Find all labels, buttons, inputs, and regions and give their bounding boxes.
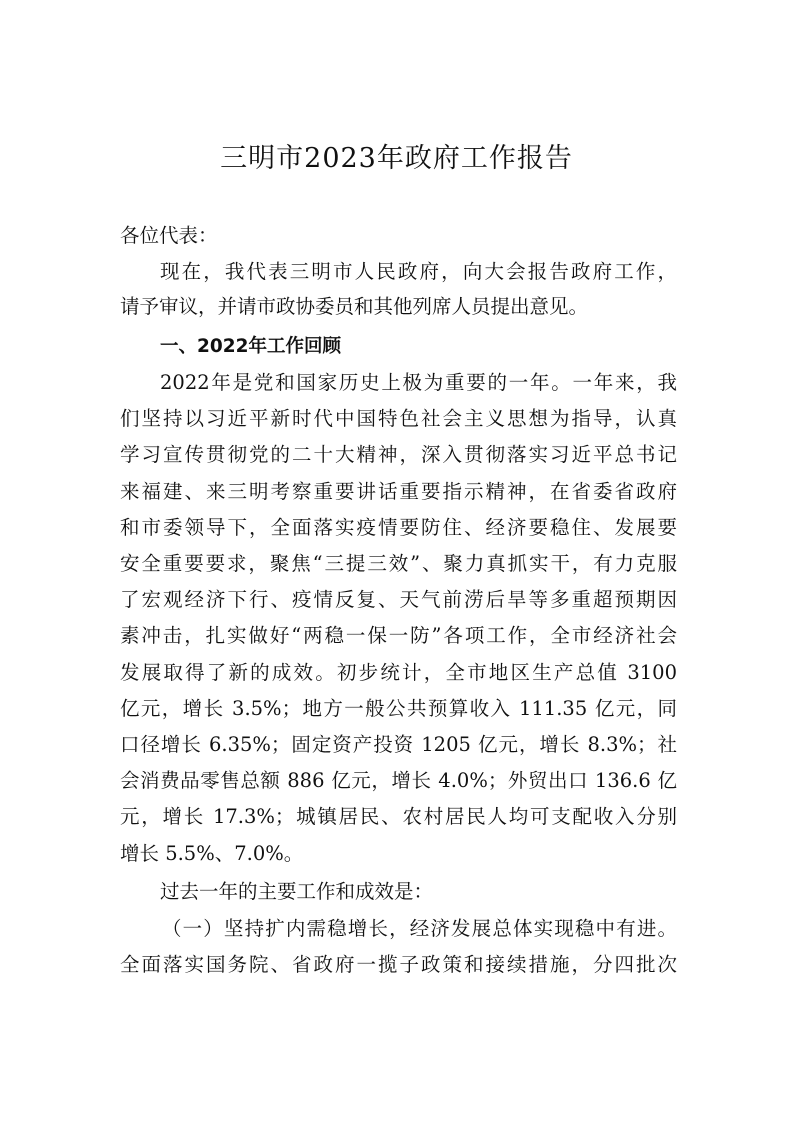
paragraph-line: 了宏观经济下行、疫情反复、天气前涝后旱等多重超预期因 [120,588,677,612]
paragraph-line: 2022年是党和国家历史上极为重要的一年。一年来，我 [160,371,677,394]
paragraph-line: 增长 5.5%、7.0%。 [120,841,304,865]
paragraph-line: 发展取得了新的成效。初步统计，全市地区生产总值 3100 [120,660,677,684]
page-title: 三明市2023年政府工作报告 [220,143,573,174]
intro-line: 请予审议，并请市政协委员和其他列席人员提出意见。 [120,295,589,318]
paragraph-line: 素冲击，扎实做好“两稳一保一防”各项工作，全市经济社会 [120,624,677,648]
paragraph-line: 们坚持以习近平新时代中国特色社会主义思想为指导，认真 [120,407,677,431]
paragraph-line: 过去一年的主要工作和成效是： [160,880,434,903]
paragraph-line: 会消费品零售总额 886 亿元，增长 4.0%；外贸出口 136.6 亿 [120,769,677,793]
paragraph-line: 全面落实国务院、省政府一揽子政策和接续措施，分四批次 [120,953,677,976]
salutation: 各位代表： [120,224,218,247]
paragraph-line: 和市委领导下，全面落实疫情要防住、经济要稳住、发展要 [120,515,677,539]
paragraph-line: 安全重要要求，聚焦“三提三效”、聚力真抓实干，有力克服 [120,552,677,575]
paragraph-line: 亿元，增长 3.5%；地方一般公共预算收入 111.35 亿元，同 [120,696,677,720]
subsection-heading: （一）坚持扩内需稳增长，经济发展总体实现稳中有进。 [162,917,677,940]
paragraph-line: 来福建、来三明考察重要讲话重要指示精神，在省委省政府 [120,479,677,503]
intro-line: 现在，我代表三明市人民政府，向大会报告政府工作， [160,260,677,283]
paragraph-line: 学习宣传贯彻党的二十大精神，深入贯彻落实习近平总书记 [120,443,677,467]
paragraph-line: 口径增长 6.35%；固定资产投资 1205 亿元，增长 8.3%；社 [120,733,677,756]
paragraph-line: 元，增长 17.3%；城镇居民、农村居民人均可支配收入分别 [120,805,677,829]
section-heading: 一、2022年工作回顾 [160,336,341,357]
